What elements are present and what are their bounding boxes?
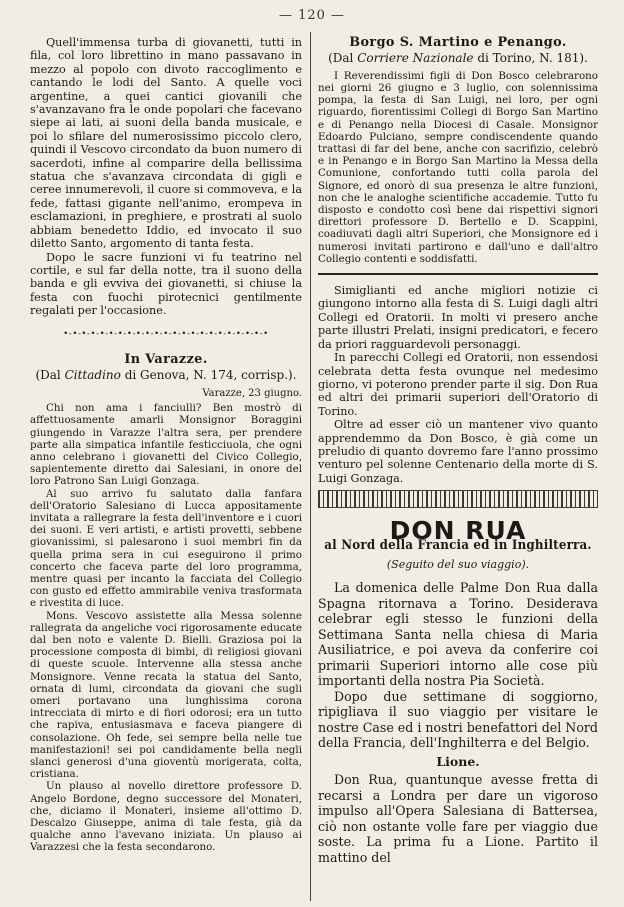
right-column <box>318 36 598 903</box>
article-title: DON RUA <box>389 516 527 546</box>
paragraph: Don Rua, quantunque avesse fretta di recarsi a Londra per dare un vigoroso impulso all'Opera Salesiana di Battersea, ciò non ostante volle fare per viaggio due soste. La prima fu a Lione. Partito il mattino del <box>318 772 598 865</box>
paragraph: Mons. Vescovo assistette alla Messa solenne rallegrata da angeliche voci rigorosamente educate dal ben noto e valente D. Bielli. Graziosa poi la processione composta di bimbi, di religiosi giovani di queste scuole. Intervenne alla stessa anche Monsignore. Venne recata la statua del Santo, ornata di lumi, circondata da giovani che sugli omeri portavano una lunghissima corona intrecciata di mirto e di fiori odorosi; era un tutto che rapiva, entusiasmava e faceva piangere di consolazione. Oh fede, sei sempre bella nelle tue manifestazioni! sei poi candidamente bella negli slanci generosi d'una gioventù morigerata, colta, cristiana. <box>30 609 302 781</box>
paragraph: La domenica delle Palme Don Rua dalla Spagna ritornava a Torino. Desiderava celebrar egli stesso le funzioni della Settimana Santa nella chiesa di Maria Ausiliatrice, e poi aveva da conferire coi primarii Superiori intorno alle cose più importanti della nostra Pia Società. <box>318 580 598 689</box>
rua-body <box>318 580 598 751</box>
paragraph: In parecchi Collegi ed Oratorii, non essendosi celebrata detta festa ovunque nel medesimo giorno, vi poterono prender parte il sig. Don Rua ed altri dei primarii superiori dell'Oratorio di Torino. <box>318 351 598 418</box>
ornamental-divider: •-•-•-•-•-•-•-•-•-•-•-•-•-•-•-•-•-•-•-•-•-•-• <box>63 328 269 339</box>
section-heading-varazze: In Varazze. <box>124 351 208 367</box>
section-heading-lione: Lione. <box>436 753 480 769</box>
borgo-body-2 <box>318 284 598 485</box>
lione-body <box>318 772 598 865</box>
section-rule <box>318 273 598 275</box>
paragraph: Simiglianti ed anche migliori notizie ci giungono intorno alla festa di S. Luigi dagli altri Collegi ed Oratorii. In molti vi presero anche parte illustri Prelati, insigni predicatori, e fecero da priori ragguardevoli personaggi. <box>318 284 598 351</box>
continuation-note: (Seguito del suo viaggio). <box>386 557 530 571</box>
article-subtitle: al Nord della Francia ed in Inghilterra. <box>324 537 592 553</box>
section-heading-borgo: Borgo S. Martino e Penango. <box>349 36 567 50</box>
varazze-date: Varazze, 23 giugno. <box>202 387 302 399</box>
paragraph: Quell'immensa turba di giovanetti, tutti in fila, col loro librettino in mano passavano in mezzo al popolo con divoto raccoglimento e cantando le lodi del Santo. A quelle voci argentine, a quei cantici giovanili che s'avanzavano fra le onde popolari che facevano siepe ai lati, ai suoni della banda musicale, e poi lo sfilare del numerosissimo piccolo clero, quindi il Vescovo circondato da buon numero di sacerdoti, infine al comparire della bellissima statua che s'avanzava circondata di gigli e ceree innumerevoli, il cuore si commoveva, e la fede, fattasi gigante nell'animo, erompeva in esclamazioni, in preghiere, e prostrati al suolo abbiam benedetto Iddio, ed invocato il suo diletto Santo, argomento di tanta festa. <box>30 36 302 251</box>
paragraph: Dopo due settimane di soggiorno, ripigliava il suo viaggio per visitare le nostre Case ed i nostri benefattori del Nord della Francia, dell'Inghilterra e del Belgio. <box>318 688 598 751</box>
paragraph: Dopo le sacre funzioni vi fu teatrino nel cortile, e sul far della notte, tra il suono della banda e gli evviva dei giovanetti, si chiuse la festa con fuochi pirotecnici gentilmente regalati per l'occasione. <box>30 250 302 318</box>
paragraph: Al suo arrivo fu salutato dalla fanfara dell'Oratorio Salesiano di Lucca appositamente invitata a rallegrare la festa dell'inventore e i cuori dei suoni. E veri artisti, e artisti provetti, sebbene giovanissimi, si palesarono i suoi membri fin da quella prima sera in cui eseguirono il primo concerto che faceva parte del loro programma, mentre quasi per incanto la facciata del Collegio con gusto ed effetto ammirabile veniva trasformata e rivestita di luce. <box>30 487 302 610</box>
column-divider <box>310 32 311 901</box>
paragraph: Chi non ama i fanciulli? Ben mostrò di affettuosamente amarli Monsignor Boraggini giungendo in Varazze l'altra sera, per prendere parte alla simpatica infantile festicciuola, che ogni anno celebrano i giovanetti del Civico Collegio, sapientemente diretto dai Salesiani, in onore del loro Patrono San Luigi Gonzaga. <box>30 402 302 488</box>
page-number: — 120 — <box>278 8 346 23</box>
paragraph: Oltre ad esser ciò un mantener vivo quanto apprendemmo da Don Bosco, è già come un preludio di quanto dovremo fare l'anno prossimo venturo pel solenne Centenario della morte di S. Luigi Gonzaga. <box>318 418 598 485</box>
borgo-body <box>318 70 598 265</box>
varazze-body <box>30 402 302 854</box>
paragraph: I Reverendissimi figli di Don Bosco celebrarono nei giorni 26 giugno e 3 luglio, con solennissima pompa, la festa di San Luigi, nei loro, per ogni riguardo, fiorentissimi Collegi di Borgo San Martino e di Penango nella Diocesi di Casale. Monsignor Edoardo Pulciano, sempre condiscendente quando trattasi di far del bene, anche con sacrifizio, celebrò e in Penango e in Borgo San Martino la Messa della Comunione, confortando tutti colla parola del Signore, ed onorò di sua presenza le altre funzioni, non che le analoghe scientifiche accademie. Tutto fu disposto e condotto così bene dai rispettivi signori direttori professore D. Bertello e D. Scappini, coadiuvati dagli altri Superiori, che Monsignore ed i numerosi invitati partirono e dall'uno e dall'altro Collegio contenti e soddisfatti. <box>318 69 598 265</box>
varazze-source: (Dal Cittadino di Genova, N. 174, corrisp.). <box>35 368 297 383</box>
ornamental-frieze <box>318 490 598 508</box>
borgo-source: (Dal Corriere Nazionale di Torino, N. 181). <box>328 51 588 66</box>
paragraph: Un plauso al novello direttore professore D. Angelo Bordone, degno successore del Monateri, che, diciamo il Monateri, insieme all'ottimo D. Descalzo Giuseppe, anima di tale festa, già da qualche anno l'avevano iniziata. Un plauso ai Varazzesi che la festa secondarono. <box>30 780 302 854</box>
left-column <box>30 36 302 903</box>
intro-text <box>30 36 302 318</box>
